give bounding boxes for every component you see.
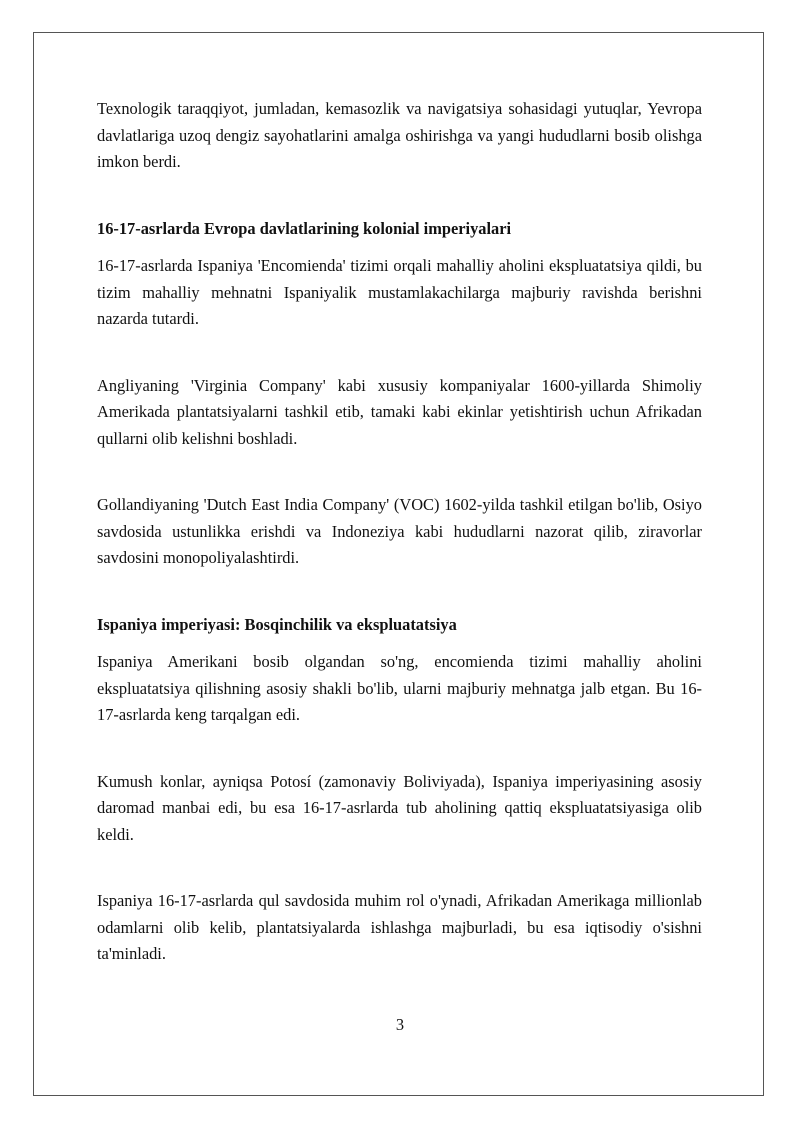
paragraph-virginia-company: Angliyaning 'Virginia Company' kabi xususiy kompaniyalar 1600-yillarda Shimoliy Amerikada plantatsiyalarni tashkil etib, tamaki kabi ekinlar yetishtirish uchun Afrikadan qullarni olib kelishni boshladi. [97, 375, 702, 448]
paragraph-encomienda: 16-17-asrlarda Ispaniya 'Encomienda' tizimi orqali mahalliy aholini ekspluatatsiya qildi, bu tizim mahalliy mehnatni Ispaniyalik mustamlakachilarga majburiy ravishda berishni nazarda tutardi. [97, 256, 702, 328]
paragraph-spanish-conquest: Ispaniya Amerikani bosib olgandan so'ng, encomienda tizimi mahalliy aholini ekspluatatsiya qilishning asosiy shakli bo'lib, ularni majburiy mehnatga jalb etgan. Bu 16-17-asrlarda keng tarqalgan edi. [97, 652, 702, 724]
paragraph-silver-mines: Kumush konlar, ayniqsa Potosí (zamonaviy Boliviyada), Ispaniya imperiyasining asosiy daromad manbai edi, bu esa 16-17-asrlarda tub aholining qattiq ekspluatatsiyasiga olib keldi. [97, 771, 702, 844]
section-heading-colonial-empires: 16-17-asrlarda Evropa davlatlarining kolonial imperiyalari [97, 218, 512, 238]
intro-paragraph: Texnologik taraqqiyot, jumladan, kemasozlik va navigatsiya sohasidagi yutuqlar, Yevropa davlatlariga uzoq dengiz sayohatlarini amalga oshirishga va yangi hududlarni bosib olishga imkon berdi. [97, 99, 702, 171]
paragraph-dutch-east-india: Gollandiyaning 'Dutch East India Company' (VOC) 1602-yilda tashkil etilgan bo'lib, Osiyo savdosida ustunlikka erishdi va Indoneziya kabi hududlarni nazorat qilib, ziravorlar savdosini monopoliyalashtirdi. [97, 495, 702, 567]
page-number: 3 [395, 1015, 405, 1034]
paragraph-slave-trade: Ispaniya 16-17-asrlarda qul savdosida muhim rol o'ynadi, Afrikadan Amerikaga millionlab odamlarni olib kelib, plantatsiyalarda ishlashga majburladi, bu esa iqtisodiy o'sishni ta'minladi. [97, 891, 702, 963]
section-heading-spanish-empire: Ispaniya imperiyasi: Bosqinchilik va ekspluatatsiya [97, 614, 457, 634]
document-body [97, 96, 702, 968]
